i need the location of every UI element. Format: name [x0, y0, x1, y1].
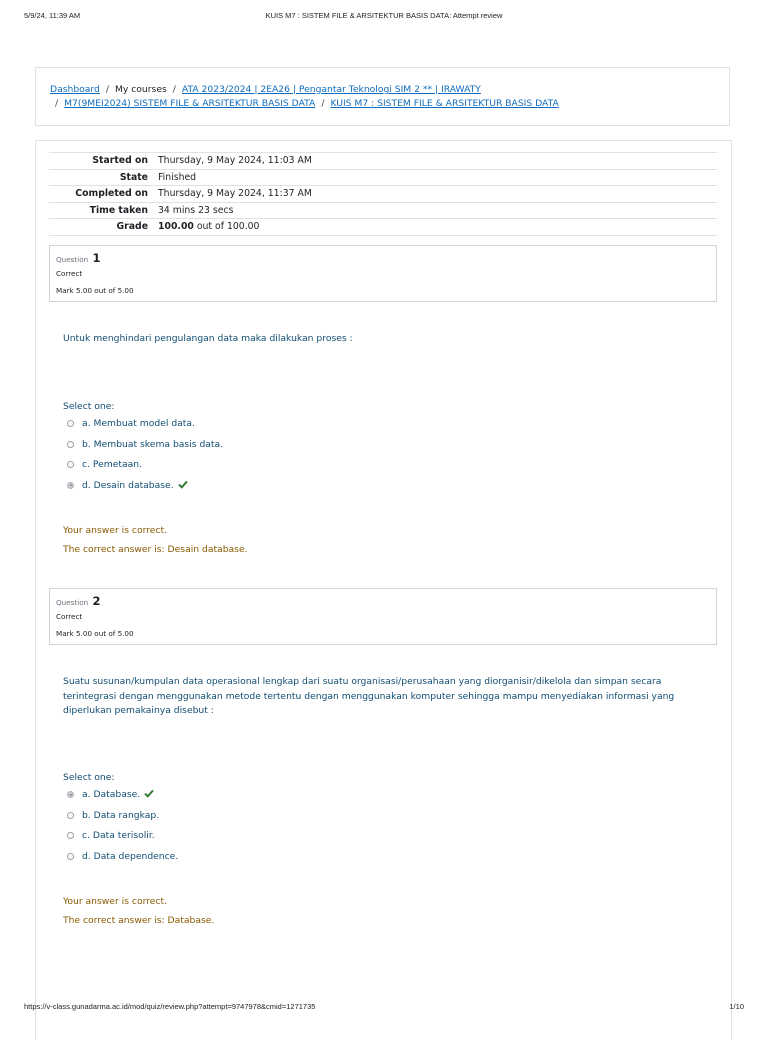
print-page-number: 1/10: [729, 1002, 744, 1011]
correct-answer: The correct answer is: Desain database.: [63, 544, 248, 555]
breadcrumb: [35, 67, 730, 126]
answer-option-selected[interactable]: [67, 789, 178, 810]
breadcrumb-my-courses: My courses: [114, 84, 167, 95]
answer-option-label: b. Membuat skema basis data.: [82, 438, 224, 450]
radio-button[interactable]: [67, 461, 74, 468]
breadcrumb-course-link[interactable]: ATA 2023/2024 | 2EA26 | Pengantar Teknologi SIM 2 ** | IRAWATY: [181, 84, 481, 95]
answer-options: [67, 418, 223, 500]
answer-option[interactable]: [67, 830, 178, 851]
grade-score: 100.00: [158, 221, 194, 233]
question-number: 1: [92, 251, 101, 265]
answer-option[interactable]: [67, 459, 223, 480]
radio-button[interactable]: [67, 420, 74, 427]
radio-button[interactable]: [67, 832, 74, 839]
summary-row-time: [49, 202, 717, 219]
breadcrumb-line-1: [50, 83, 715, 97]
breadcrumb-separator: /: [321, 98, 325, 109]
print-footer: [24, 1002, 744, 1014]
breadcrumb-separator: /: [172, 84, 176, 95]
state-value: Finished: [158, 171, 197, 183]
feedback-correct: Your answer is correct.: [63, 896, 167, 907]
answer-option-label: d. Data dependence.: [82, 850, 179, 862]
summary-row-state: [49, 169, 717, 186]
question-text: Untuk menghindari pengulangan data maka dilakukan proses :: [63, 333, 353, 344]
feedback-correct: Your answer is correct.: [63, 525, 167, 536]
question-number: 2: [92, 594, 101, 608]
question-feedback: [63, 892, 214, 930]
completed-value: Thursday, 9 May 2024, 11:37 AM: [158, 188, 312, 200]
answer-option-label: d. Desain database.: [82, 479, 174, 491]
answer-option[interactable]: [67, 439, 223, 460]
print-header: [24, 11, 744, 23]
print-page-title: KUIS M7 : SISTEM FILE & ARSITEKTUR BASIS DATA: Attempt review: [265, 11, 503, 20]
time-taken-value: 34 mins 23 secs: [158, 204, 234, 216]
print-datetime: 5/9/24, 11:39 AM: [24, 11, 81, 20]
radio-button[interactable]: [67, 853, 74, 860]
answer-option-label: c. Pemetaan.: [82, 459, 142, 470]
correct-answer: The correct answer is: Database.: [63, 915, 215, 926]
breadcrumb-separator: /: [105, 84, 109, 95]
summary-row-started: [49, 153, 717, 170]
question-label: Question: [56, 598, 89, 607]
summary-row-completed: [49, 186, 717, 203]
radio-button[interactable]: [67, 441, 74, 448]
grade-out-of: out of 100.00: [193, 221, 260, 233]
answer-option[interactable]: [67, 810, 178, 831]
radio-button[interactable]: [67, 812, 74, 819]
answer-option-label: c. Data terisolir.: [82, 830, 155, 841]
select-one-prompt: Select one:: [63, 401, 115, 412]
question-mark: Mark 5.00 out of 5.00: [56, 629, 134, 638]
attempt-summary-table: [49, 152, 717, 236]
answer-option[interactable]: [67, 418, 223, 439]
radio-button-selected[interactable]: [67, 791, 74, 798]
state-label: State: [119, 171, 148, 183]
answer-options: [67, 789, 178, 871]
question-feedback: [63, 521, 248, 559]
question-text: Suatu susunan/kumpulan data operasional lengkap dari suatu organisasi/perusahaan yang diorganisir/dikelola dan simpan secara terintegrasi dengan menggunakan metode tertentu dengan menggunakan komputer sehingga mampu menyediakan informasi yang diperlukan pemakainya disebut :: [63, 676, 675, 716]
grade-value: [158, 219, 717, 236]
check-icon: [178, 480, 188, 492]
answer-option-label: b. Data rangkap.: [82, 809, 160, 821]
answer-option-selected[interactable]: [67, 480, 223, 501]
question-info-box: [49, 588, 717, 645]
question-label: Question: [56, 255, 89, 264]
time-taken-label: Time taken: [89, 204, 148, 216]
question-mark: Mark 5.00 out of 5.00: [56, 286, 134, 295]
select-one-prompt: Select one:: [63, 772, 115, 783]
question-state: Correct: [56, 269, 83, 278]
started-label: Started on: [92, 155, 148, 167]
answer-option-label: a. Membuat model data.: [82, 418, 195, 429]
radio-button-selected[interactable]: [67, 482, 74, 489]
question-info-box: [49, 245, 717, 302]
summary-row-grade: [49, 219, 717, 236]
breadcrumb-quiz-link[interactable]: KUIS M7 : SISTEM FILE & ARSITEKTUR BASIS DATA: [330, 98, 559, 109]
started-value: Thursday, 9 May 2024, 11:03 AM: [158, 155, 312, 167]
print-url: https://v-class.gunadarma.ac.id/mod/quiz/review.php?attempt=9747978&cmid=1271735: [24, 1002, 316, 1011]
breadcrumb-line-2: [50, 97, 715, 111]
completed-label: Completed on: [75, 188, 148, 200]
answer-option-label: a. Database.: [82, 789, 141, 800]
grade-label: Grade: [116, 221, 148, 233]
check-icon: [144, 789, 154, 801]
breadcrumb-dashboard-link[interactable]: Dashboard: [50, 84, 100, 95]
question-state: Correct: [56, 612, 83, 621]
breadcrumb-section-link[interactable]: M7(9MEI2024) SISTEM FILE & ARSITEKTUR BASIS DATA: [64, 98, 316, 109]
breadcrumb-separator: /: [55, 98, 59, 109]
answer-option[interactable]: [67, 851, 178, 872]
